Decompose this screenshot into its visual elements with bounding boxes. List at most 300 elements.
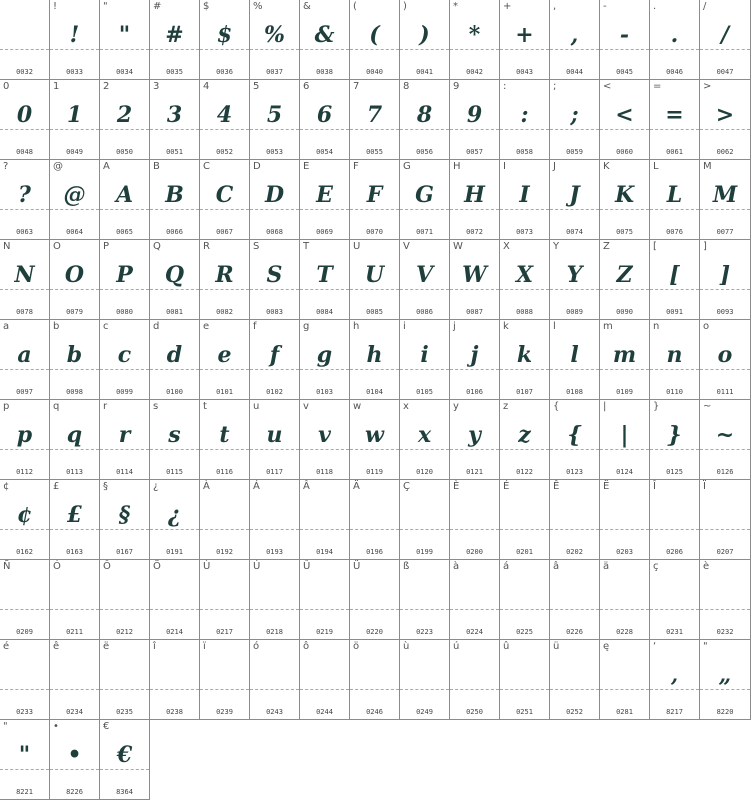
glyph-code: 0071	[416, 228, 433, 236]
glyph-label: ç	[653, 561, 659, 572]
glyph-cell-0238	[150, 640, 200, 720]
glyph-code: 0032	[16, 68, 33, 76]
glyph-sample: C	[215, 182, 234, 208]
glyph-label: Ç	[403, 481, 410, 492]
glyph-sample: T	[316, 262, 333, 288]
glyph-cell-0047	[700, 0, 751, 80]
glyph-code: 0251	[516, 708, 533, 716]
glyph-cell-0077	[700, 160, 751, 240]
glyph-label: ü	[553, 641, 560, 652]
baseline-guide	[200, 689, 249, 690]
glyph-sample: >	[715, 102, 735, 128]
glyph-cell-0163	[50, 480, 100, 560]
glyph-sample: 2	[116, 102, 133, 128]
glyph-sample: t	[219, 422, 230, 448]
glyph-cell-0101	[200, 320, 250, 400]
glyph-sample: s	[168, 422, 181, 448]
glyph-code: 0056	[416, 148, 433, 156]
glyph-code: 0076	[666, 228, 683, 236]
glyph-cell-0228	[600, 560, 650, 640]
glyph-label: n	[653, 321, 660, 332]
glyph-code: 0089	[566, 308, 583, 316]
glyph-code: 0207	[716, 548, 734, 556]
glyph-code: 0214	[166, 628, 183, 636]
glyph-label: $	[203, 1, 210, 12]
glyph-cell-0064	[50, 160, 100, 240]
glyph-cell-0219	[300, 560, 350, 640]
glyph-cell-0281	[600, 640, 650, 720]
glyph-code: 0045	[616, 68, 633, 76]
glyph-sample: <	[615, 102, 634, 128]
glyph-label: 7	[353, 81, 360, 92]
baseline-guide	[700, 289, 750, 290]
baseline-guide	[650, 369, 699, 370]
baseline-guide	[100, 369, 149, 370]
glyph-label: ú	[453, 641, 460, 652]
glyph-sample: .	[670, 22, 679, 48]
glyph-cell-0250	[450, 640, 500, 720]
glyph-sample: #	[165, 22, 184, 48]
baseline-guide	[100, 289, 149, 290]
baseline-guide	[550, 689, 599, 690]
glyph-sample: 5	[266, 102, 283, 128]
glyph-sample: =	[665, 102, 684, 128]
glyph-label: É	[503, 481, 510, 492]
glyph-sample: j	[470, 342, 479, 368]
baseline-guide	[150, 289, 199, 290]
baseline-guide	[650, 529, 699, 530]
glyph-label: â	[553, 561, 560, 572]
baseline-guide	[250, 689, 299, 690]
glyph-label: U	[353, 241, 361, 252]
glyph-code: 0123	[566, 468, 583, 476]
glyph-code: 0080	[116, 308, 133, 316]
glyph-code: 0068	[266, 228, 283, 236]
glyph-label: &	[303, 1, 311, 12]
glyph-label: K	[603, 161, 610, 172]
glyph-cell-0055	[350, 80, 400, 160]
glyph-cell-0083	[250, 240, 300, 320]
glyph-label: !	[53, 1, 58, 12]
glyph-label: G	[403, 161, 411, 172]
glyph-code: 0038	[316, 68, 333, 76]
glyph-cell-0120	[400, 400, 450, 480]
glyph-cell-0089	[550, 240, 600, 320]
glyph-sample: ~	[715, 422, 735, 448]
glyph-cell-0231	[650, 560, 700, 640]
glyph-code: 0075	[616, 228, 633, 236]
glyph-cell-0052	[200, 80, 250, 160]
glyph-label: |	[603, 401, 607, 412]
glyph-sample: v	[318, 422, 331, 448]
glyph-code: 0211	[66, 628, 83, 636]
glyph-cell-0244	[300, 640, 350, 720]
glyph-label: d	[153, 321, 160, 332]
glyph-label: €	[103, 721, 110, 732]
glyph-sample: 1	[66, 102, 83, 128]
glyph-cell-0040	[350, 0, 400, 80]
glyph-label: ä	[603, 561, 610, 572]
glyph-cell-0225	[500, 560, 550, 640]
baseline-guide	[700, 129, 750, 130]
baseline-guide	[0, 209, 49, 210]
glyph-label: •	[53, 721, 59, 732]
glyph-label: Ä	[353, 481, 360, 492]
glyph-label: C	[203, 161, 210, 172]
glyph-cell-0080	[100, 240, 150, 320]
baseline-guide	[650, 289, 699, 290]
glyph-code: 0082	[216, 308, 233, 316]
glyph-sample: |	[620, 422, 629, 448]
glyph-sample: z	[518, 422, 531, 448]
baseline-guide	[500, 129, 549, 130]
glyph-sample: o	[717, 342, 733, 368]
glyph-label: y	[453, 401, 459, 412]
glyph-cell-0167	[100, 480, 150, 560]
glyph-sample: f	[269, 342, 280, 368]
glyph-code: 0231	[666, 628, 683, 636]
glyph-sample: D	[264, 182, 285, 208]
glyph-cell-0061	[650, 80, 700, 160]
glyph-code: 0046	[666, 68, 683, 76]
baseline-guide	[100, 49, 149, 50]
glyph-label: 3	[153, 81, 160, 92]
glyph-cell-8220	[700, 640, 751, 720]
baseline-guide	[500, 689, 549, 690]
glyph-code: 0105	[416, 388, 433, 396]
baseline-guide	[400, 449, 449, 450]
glyph-label: @	[53, 161, 63, 172]
glyph-cell-0058	[500, 80, 550, 160]
glyph-sample: u	[266, 422, 283, 448]
glyph-code: 0063	[16, 228, 33, 236]
glyph-sample: @	[63, 182, 86, 208]
glyph-cell-0043	[500, 0, 550, 80]
glyph-sample: M	[712, 182, 738, 208]
glyph-cell-0072	[450, 160, 500, 240]
glyph-label: 5	[253, 81, 260, 92]
glyph-label: ù	[403, 641, 410, 652]
glyph-code: 0097	[16, 388, 33, 396]
glyph-cell-0126	[700, 400, 751, 480]
glyph-sample: ‚	[670, 662, 679, 688]
glyph-code: 0042	[466, 68, 483, 76]
glyph-code: 0192	[216, 548, 233, 556]
glyph-code: 0109	[616, 388, 633, 396]
glyph-code: 0246	[366, 708, 383, 716]
glyph-cell-0194	[300, 480, 350, 560]
glyph-label: "	[103, 1, 108, 12]
baseline-guide	[450, 129, 499, 130]
glyph-label: u	[253, 401, 260, 412]
glyph-code: 0223	[416, 628, 433, 636]
glyph-sample: h	[366, 342, 383, 368]
glyph-code: 0250	[466, 708, 483, 716]
glyph-cell-0075	[600, 160, 650, 240]
glyph-cell-0053	[250, 80, 300, 160]
glyph-label: Y	[553, 241, 560, 252]
glyph-code: 0070	[366, 228, 383, 236]
glyph-label: g	[303, 321, 310, 332]
glyph-cell-0191	[150, 480, 200, 560]
baseline-guide	[700, 449, 750, 450]
baseline-guide	[400, 209, 449, 210]
glyph-sample: 4	[216, 102, 233, 128]
glyph-cell-0063	[0, 160, 50, 240]
glyph-cell-0034	[100, 0, 150, 80]
glyph-code: 0107	[516, 388, 533, 396]
glyph-code: 0212	[116, 628, 133, 636]
glyph-code: 0249	[416, 708, 433, 716]
glyph-code: 0041	[416, 68, 433, 76]
glyph-cell-0067	[200, 160, 250, 240]
glyph-label: i	[403, 321, 406, 332]
baseline-guide	[500, 609, 549, 610]
glyph-code: 0043	[516, 68, 533, 76]
glyph-code: 0125	[666, 468, 683, 476]
glyph-label: w	[353, 401, 362, 412]
glyph-sample: „	[718, 662, 732, 688]
glyph-label: m	[603, 321, 613, 332]
baseline-guide	[600, 529, 649, 530]
glyph-cell-0243	[250, 640, 300, 720]
glyph-sample: Y	[566, 262, 583, 288]
baseline-guide	[600, 209, 649, 210]
glyph-sample: U	[364, 262, 385, 288]
glyph-sample: {	[567, 422, 582, 448]
glyph-sample: N	[14, 262, 35, 288]
glyph-cell-0049	[50, 80, 100, 160]
glyph-cell-0104	[350, 320, 400, 400]
baseline-guide	[550, 369, 599, 370]
glyph-cell-0217	[200, 560, 250, 640]
baseline-guide	[100, 449, 149, 450]
glyph-label: ë	[103, 641, 110, 652]
glyph-cell-0107	[500, 320, 550, 400]
glyph-sample: n	[666, 342, 683, 368]
glyph-label: q	[53, 401, 60, 412]
glyph-sample: ]	[719, 262, 731, 288]
glyph-sample: Z	[616, 262, 633, 288]
glyph-sample: §	[118, 502, 131, 528]
glyph-cell-0038	[300, 0, 350, 80]
glyph-code: 0053	[266, 148, 283, 156]
baseline-guide	[50, 689, 99, 690]
baseline-guide	[0, 769, 49, 770]
baseline-guide	[650, 209, 699, 210]
glyph-label: Ó	[53, 561, 61, 572]
glyph-code: 0194	[316, 548, 333, 556]
glyph-code: 0193	[266, 548, 283, 556]
baseline-guide	[350, 689, 399, 690]
glyph-sample: G	[415, 182, 434, 208]
glyph-cell-0234	[50, 640, 100, 720]
baseline-guide	[550, 529, 599, 530]
glyph-label: k	[503, 321, 509, 332]
glyph-label: >	[703, 81, 712, 92]
glyph-code: 0106	[466, 388, 483, 396]
glyph-label: Ê	[553, 481, 560, 492]
baseline-guide	[650, 129, 699, 130]
glyph-code: 0218	[266, 628, 283, 636]
glyph-code: 0049	[66, 148, 83, 156]
glyph-cell-0068	[250, 160, 300, 240]
glyph-code: 0040	[366, 68, 383, 76]
baseline-guide	[150, 609, 199, 610]
glyph-code: 0057	[466, 148, 483, 156]
glyph-sample: 0	[16, 102, 33, 128]
baseline-guide	[350, 209, 399, 210]
glyph-label: W	[453, 241, 463, 252]
glyph-sample: •	[67, 742, 82, 768]
glyph-sample: H	[464, 182, 485, 208]
baseline-guide	[250, 289, 299, 290]
glyph-code: 0078	[16, 308, 33, 316]
glyph-cell-0232	[700, 560, 751, 640]
baseline-guide	[450, 449, 499, 450]
baseline-guide	[700, 49, 750, 50]
glyph-label: 8	[403, 81, 410, 92]
glyph-sample: ?	[18, 182, 31, 208]
glyph-cell-0249	[400, 640, 450, 720]
glyph-cell-0108	[550, 320, 600, 400]
glyph-cell-0032	[0, 0, 50, 80]
glyph-code: 0059	[566, 148, 583, 156]
glyph-sample: p	[16, 422, 33, 448]
baseline-guide	[500, 369, 549, 370]
glyph-code: 0099	[116, 388, 133, 396]
glyph-cell-0100	[150, 320, 200, 400]
baseline-guide	[200, 209, 249, 210]
glyph-label: é	[3, 641, 10, 652]
glyph-label: H	[453, 161, 461, 172]
glyph-label: :	[503, 81, 507, 92]
baseline-guide	[350, 49, 399, 50]
glyph-code: 0054	[316, 148, 333, 156]
glyph-cell-0082	[200, 240, 250, 320]
glyph-cell-0044	[550, 0, 600, 80]
glyph-cell-0202	[550, 480, 600, 560]
glyph-code: 0202	[566, 548, 583, 556]
glyph-code: 0111	[716, 388, 734, 396]
glyph-sample: ¿	[168, 502, 181, 528]
glyph-label: v	[303, 401, 309, 412]
glyph-label: s	[153, 401, 159, 412]
baseline-guide	[250, 449, 299, 450]
glyph-sample: E	[316, 182, 333, 208]
glyph-code: 0126	[716, 468, 734, 476]
glyph-code: 0072	[466, 228, 483, 236]
glyph-code: 0051	[166, 148, 183, 156]
baseline-guide	[150, 529, 199, 530]
glyph-cell-0046	[650, 0, 700, 80]
baseline-guide	[250, 129, 299, 130]
glyph-sample: }	[667, 422, 682, 448]
baseline-guide	[150, 449, 199, 450]
glyph-cell-0115	[150, 400, 200, 480]
glyph-code: 0281	[616, 708, 633, 716]
glyph-label: V	[403, 241, 410, 252]
glyph-sample: "	[118, 22, 131, 48]
glyph-label: F	[353, 161, 359, 172]
glyph-label: B	[153, 161, 160, 172]
glyph-label: î	[153, 641, 156, 652]
glyph-cell-0088	[500, 240, 550, 320]
glyph-code: 0114	[116, 468, 133, 476]
glyph-label: %	[253, 1, 263, 12]
baseline-guide	[0, 369, 49, 370]
glyph-label: ,	[553, 1, 557, 12]
glyph-cell-0050	[100, 80, 150, 160]
baseline-guide	[700, 529, 750, 530]
glyph-label: -	[603, 1, 607, 12]
glyph-label: 6	[303, 81, 310, 92]
glyph-label: a	[3, 321, 10, 332]
glyph-label: Ö	[153, 561, 161, 572]
glyph-code: 0199	[416, 548, 433, 556]
glyph-label: X	[503, 241, 510, 252]
glyph-cell-0106	[450, 320, 500, 400]
glyph-cell-0062	[700, 80, 751, 160]
baseline-guide	[150, 689, 199, 690]
glyph-label: *	[453, 1, 458, 12]
glyph-code: 0117	[266, 468, 283, 476]
glyph-label: ;	[553, 81, 557, 92]
baseline-guide	[400, 369, 449, 370]
baseline-guide	[50, 529, 99, 530]
glyph-code: 0091	[666, 308, 683, 316]
baseline-guide	[300, 289, 349, 290]
glyph-cell-0065	[100, 160, 150, 240]
glyph-cell-0224	[450, 560, 500, 640]
glyph-sample: :	[520, 102, 529, 128]
glyph-cell-0192	[200, 480, 250, 560]
baseline-guide	[450, 289, 499, 290]
glyph-cell-0117	[250, 400, 300, 480]
glyph-label: =	[653, 81, 662, 92]
glyph-label: ¢	[3, 481, 10, 492]
glyph-code: 0058	[516, 148, 533, 156]
baseline-guide	[600, 609, 649, 610]
glyph-sample: B	[165, 182, 184, 208]
glyph-label: h	[353, 321, 360, 332]
baseline-guide	[350, 609, 399, 610]
baseline-guide	[0, 609, 49, 610]
baseline-guide	[250, 49, 299, 50]
baseline-guide	[600, 369, 649, 370]
glyph-cell-0093	[700, 240, 751, 320]
glyph-code: 0122	[516, 468, 533, 476]
baseline-guide	[150, 209, 199, 210]
baseline-guide	[0, 289, 49, 290]
baseline-guide	[200, 369, 249, 370]
glyph-cell-0071	[400, 160, 450, 240]
glyph-cell-0087	[450, 240, 500, 320]
baseline-guide	[400, 689, 449, 690]
glyph-sample: m	[612, 342, 637, 368]
glyph-label: M	[703, 161, 712, 172]
glyph-cell-8226	[50, 720, 100, 800]
glyph-code: 0066	[166, 228, 183, 236]
glyph-label: Î	[653, 481, 656, 492]
glyph-cell-0081	[150, 240, 200, 320]
glyph-label: §	[103, 481, 108, 492]
glyph-label: E	[303, 161, 310, 172]
glyph-label: +	[503, 1, 512, 12]
glyph-code: 0061	[666, 148, 683, 156]
glyph-code: 8220	[716, 708, 734, 716]
baseline-guide	[400, 529, 449, 530]
